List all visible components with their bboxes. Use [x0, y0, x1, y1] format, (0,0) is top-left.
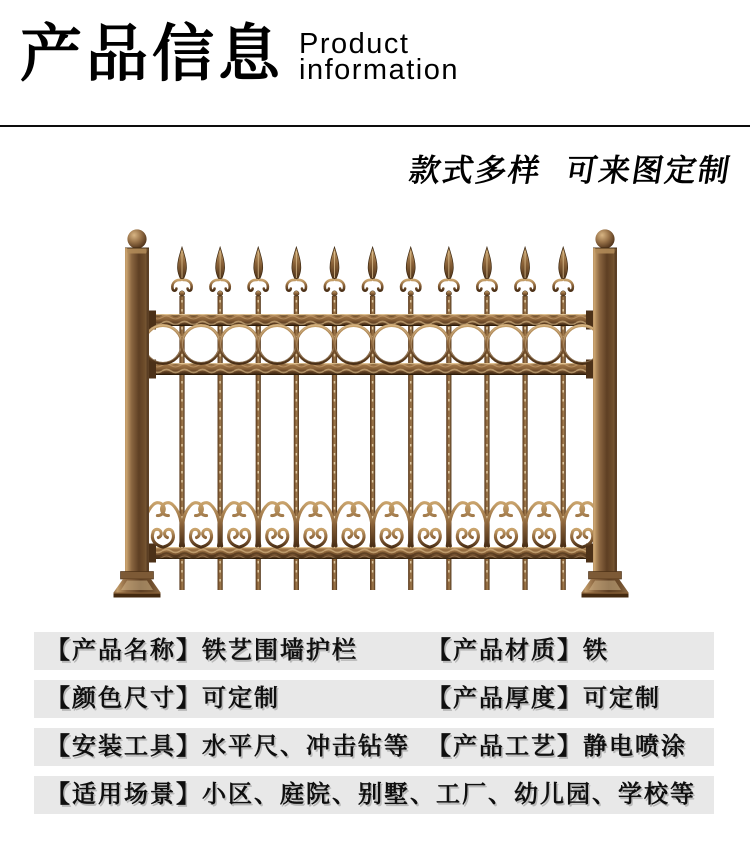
- spec-text-right: 【产品材质】铁: [427, 637, 609, 664]
- spec-text-left: 【安装工具】水平尺、冲击钻等: [46, 733, 410, 760]
- fence-photo-svg: [0, 200, 750, 620]
- spec-text-left: 【颜色尺寸】可定制: [46, 685, 280, 712]
- spec-row: [34, 728, 714, 766]
- spec-text-left: 【适用场景】小区、庭院、别墅、工厂、幼儿园、学校等: [46, 781, 696, 808]
- page-title-en-line1: Product: [299, 28, 410, 60]
- spec-table: [34, 632, 714, 824]
- page-title-cn: 产品信息: [20, 20, 285, 89]
- spec-row: [34, 632, 714, 670]
- product-image: [0, 200, 750, 620]
- page-title-en-line2: information: [299, 54, 459, 86]
- spec-row: [34, 680, 714, 718]
- spec-text-left: 【产品名称】铁艺围墙护栏: [46, 637, 358, 664]
- page-title-en: [299, 28, 459, 86]
- spec-text-right: 【产品厚度】可定制: [427, 685, 661, 712]
- spec-text-right: 【产品工艺】静电喷涂: [427, 733, 687, 760]
- spec-row: [34, 776, 714, 814]
- tagline: 款式多样 可来图定制: [407, 153, 735, 188]
- divider-line: [0, 125, 750, 127]
